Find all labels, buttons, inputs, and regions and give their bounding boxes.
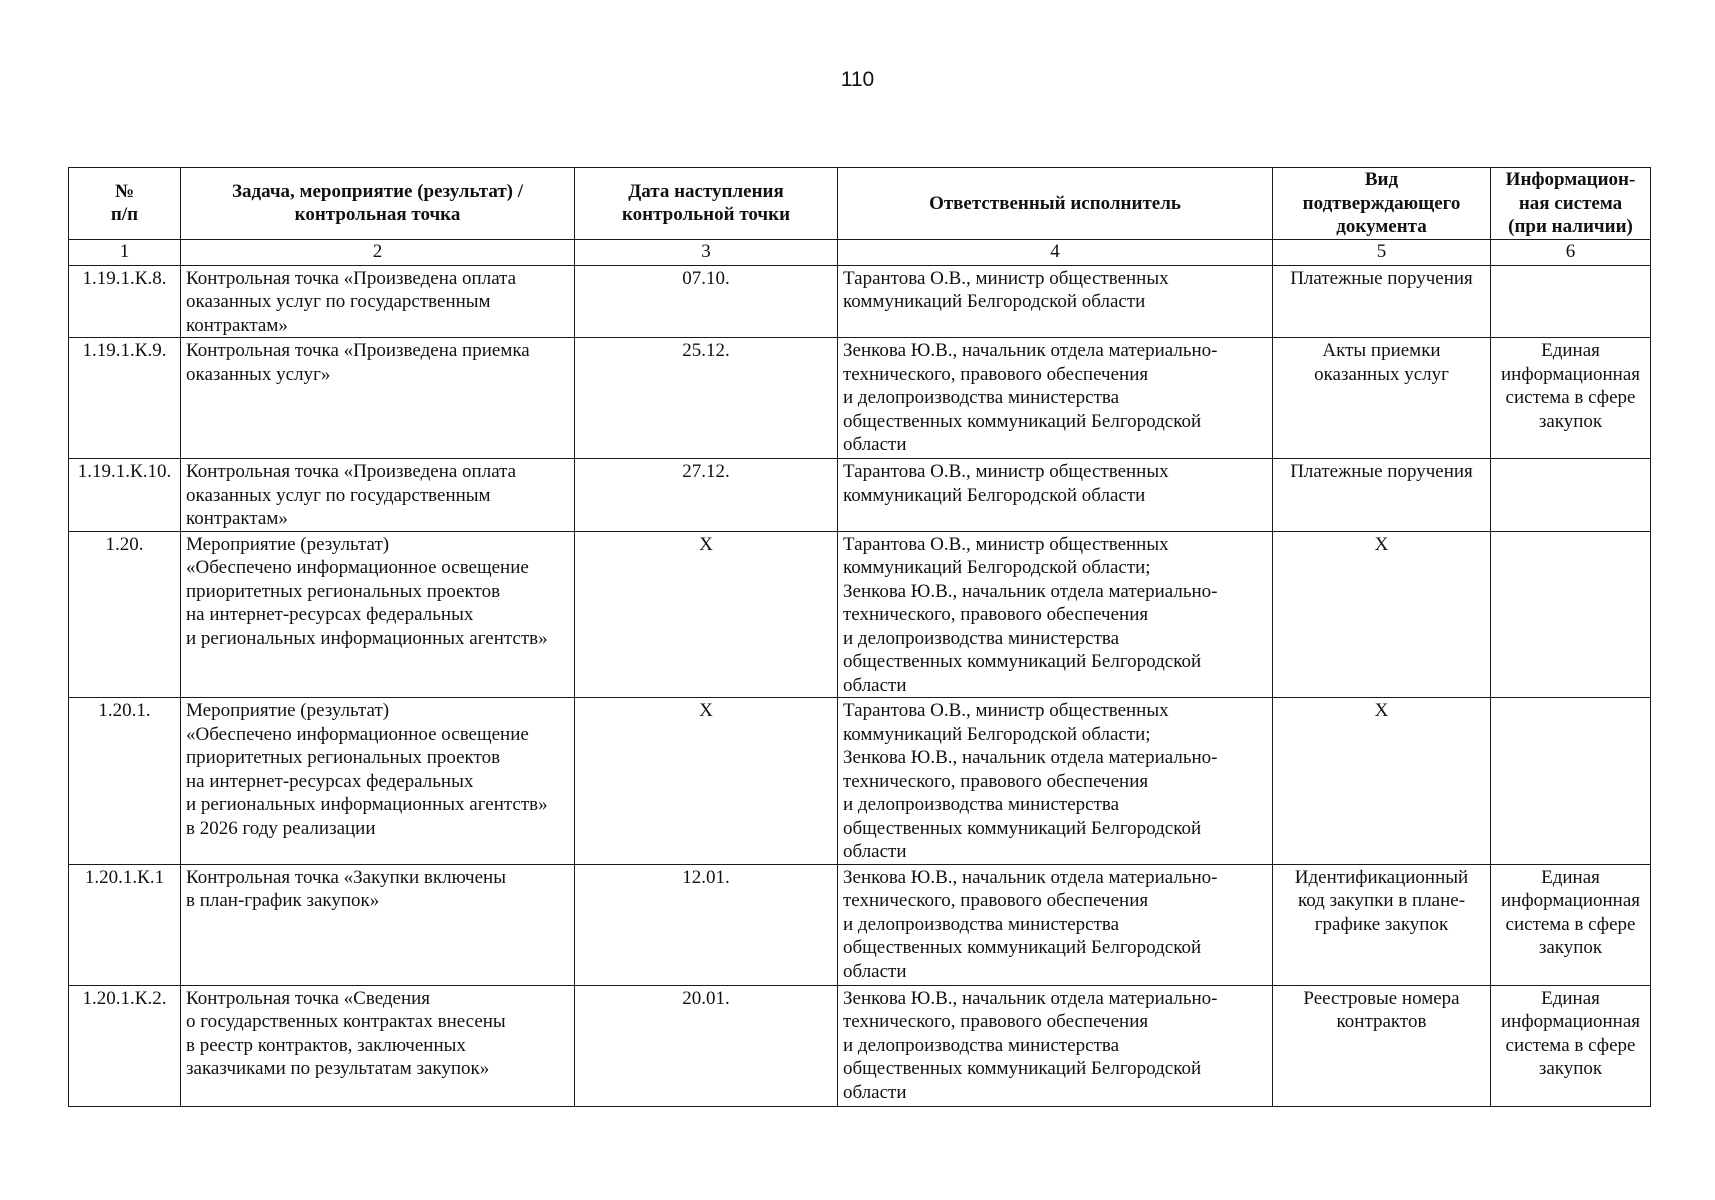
column-number: 5 [1273,239,1491,265]
row-task: Контрольная точка «Закупки включены в план-график закупок» [181,864,575,985]
row-document: Платежные поручения [1273,459,1491,532]
row-system [1491,459,1651,532]
table-row [69,338,1651,459]
row-document: Акты приемки оказанных услуг [1273,338,1491,459]
row-document: Реестровые номера контрактов [1273,985,1491,1106]
row-responsible: Зенкова Ю.В., начальник отдела материально- технического, правового обеспечения и делопроизводства министерства общественных коммуникаций Белгородской области [838,864,1273,985]
column-number: 3 [575,239,838,265]
header-date: Дата наступления контрольной точки [575,168,838,240]
control-points-table [68,167,1651,1107]
header-number: № п/п [69,168,181,240]
row-responsible: Зенкова Ю.В., начальник отдела материально- технического, правового обеспечения и делопроизводства министерства общественных коммуникаций Белгородской области [838,338,1273,459]
row-system: Единая информационная система в сфере закупок [1491,338,1651,459]
table-row [69,864,1651,985]
table-row [69,531,1651,698]
column-number: 4 [838,239,1273,265]
row-document: Платежные поручения [1273,265,1491,338]
row-responsible: Тарантова О.В., министр общественных коммуникаций Белгородской области; Зенкова Ю.В., начальник отдела материально- технического, правового обеспечения и делопроизводства министерства общественных коммуникаций Белгородской области [838,698,1273,865]
row-system [1491,265,1651,338]
row-number: 1.20.1.К.2. [69,985,181,1106]
row-task: Контрольная точка «Сведения о государственных контрактах внесены в реестр контрактов, заключенных заказчиками по результатам закупок» [181,985,575,1106]
row-system [1491,531,1651,698]
column-number-row [69,239,1651,265]
header-task: Задача, мероприятие (результат) / контрольная точка [181,168,575,240]
row-number: 1.20.1.К.1 [69,864,181,985]
row-task: Контрольная точка «Произведена приемка оказанных услуг» [181,338,575,459]
row-document: Идентификационный код закупки в плане- графике закупок [1273,864,1491,985]
header-system: Информацион- ная система (при наличии) [1491,168,1651,240]
row-date: X [575,531,838,698]
row-responsible: Тарантова О.В., министр общественных коммуникаций Белгородской области [838,459,1273,532]
row-number: 1.19.1.К.8. [69,265,181,338]
row-number: 1.19.1.К.9. [69,338,181,459]
row-responsible: Зенкова Ю.В., начальник отдела материально- технического, правового обеспечения и делопроизводства министерства общественных коммуникаций Белгородской области [838,985,1273,1106]
row-task: Контрольная точка «Произведена оплата оказанных услуг по государственным контрактам» [181,265,575,338]
row-number: 1.20. [69,531,181,698]
header-responsible: Ответственный исполнитель [838,168,1273,240]
column-number: 6 [1491,239,1651,265]
row-number: 1.19.1.К.10. [69,459,181,532]
row-responsible: Тарантова О.В., министр общественных коммуникаций Белгородской области [838,265,1273,338]
row-date: X [575,698,838,865]
row-system: Единая информационная система в сфере закупок [1491,985,1651,1106]
row-number: 1.20.1. [69,698,181,865]
table-row [69,698,1651,865]
column-number: 2 [181,239,575,265]
row-task: Мероприятие (результат) «Обеспечено информационное освещение приоритетных региональных проектов на интернет-ресурсах федеральных и региональных информационных агентств» [181,531,575,698]
column-number: 1 [69,239,181,265]
row-date: 07.10. [575,265,838,338]
row-system [1491,698,1651,865]
row-date: 20.01. [575,985,838,1106]
table-row [69,265,1651,338]
header-document: Вид подтверждающего документа [1273,168,1491,240]
table-row [69,985,1651,1106]
table-header-row [69,168,1651,240]
row-date: 27.12. [575,459,838,532]
row-responsible: Тарантова О.В., министр общественных коммуникаций Белгородской области; Зенкова Ю.В., начальник отдела материально- технического, правового обеспечения и делопроизводства министерства общественных коммуникаций Белгородской области [838,531,1273,698]
row-task: Мероприятие (результат) «Обеспечено информационное освещение приоритетных региональных проектов на интернет-ресурсах федеральных и региональных информационных агентств» в 2026 году реализации [181,698,575,865]
table-row [69,459,1651,532]
row-task: Контрольная точка «Произведена оплата оказанных услуг по государственным контрактам» [181,459,575,532]
row-date: 25.12. [575,338,838,459]
page-number: 110 [840,68,875,91]
row-date: 12.01. [575,864,838,985]
row-document: X [1273,698,1491,865]
row-document: X [1273,531,1491,698]
row-system: Единая информационная система в сфере закупок [1491,864,1651,985]
